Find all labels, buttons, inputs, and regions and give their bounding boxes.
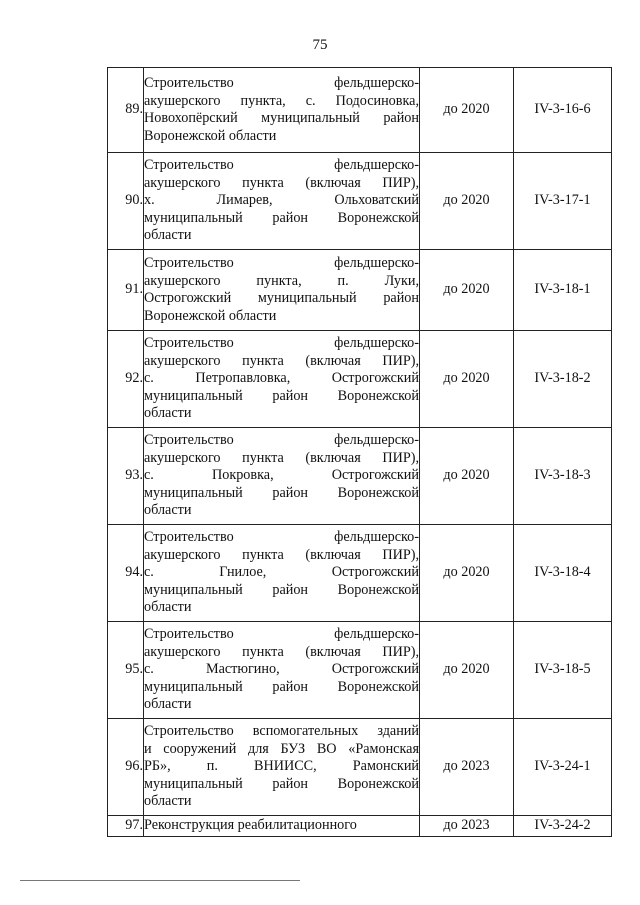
completion-term: до 2020: [420, 428, 514, 525]
object-code: IV-3-18-3: [514, 428, 612, 525]
object-description: [144, 816, 420, 837]
description-line: Воронежской области: [144, 307, 277, 324]
description-line: с. Мастюгино, Острогожский: [144, 661, 419, 678]
description-line: Острогожский муниципальный район: [144, 290, 419, 306]
description-line: муниципальный район Воронежской: [144, 581, 419, 598]
object-code: IV-3-24-1: [514, 719, 612, 816]
object-code: IV-3-17-1: [514, 153, 612, 250]
object-code: IV-3-18-2: [514, 331, 612, 428]
completion-term: до 2020: [420, 153, 514, 250]
description-line: области: [144, 502, 192, 519]
description-line: Строительство фельдшерско-: [144, 335, 419, 352]
table-row: [108, 816, 612, 837]
description-line: Строительство фельдшерско-: [144, 626, 419, 643]
object-description: [144, 428, 420, 525]
description-line: и сооружений для БУЗ ВО «Рамонская: [144, 740, 419, 757]
table-row: [108, 525, 612, 622]
description-line: муниципальный район Воронежской: [144, 678, 419, 695]
description-line: муниципальный район Воронежской: [144, 209, 419, 226]
description-line: Строительство вспомогательных зданий: [144, 723, 419, 740]
description-line: акушерского пункта (включая ПИР),: [144, 352, 419, 369]
table-row: [108, 68, 612, 153]
completion-term: до 2020: [420, 250, 514, 331]
description-line: РБ», п. ВНИИСС, Рамонский: [144, 758, 419, 775]
description-line: акушерского пункта (включая ПИР),: [144, 449, 419, 466]
description-line: Новохопёрский муниципальный район: [144, 110, 419, 126]
document-table: [107, 67, 612, 837]
description-line: области: [144, 793, 192, 810]
object-code: IV-3-18-1: [514, 250, 612, 331]
object-description: [144, 622, 420, 719]
object-code: IV-3-18-4: [514, 525, 612, 622]
object-description: [144, 153, 420, 250]
row-number: 92.: [108, 331, 144, 428]
object-description: [144, 250, 420, 331]
description-line: области: [144, 227, 192, 244]
description-line: с. Покровка, Острогожский: [144, 467, 419, 484]
description-line: муниципальный район Воронежской: [144, 775, 419, 792]
row-number: 90.: [108, 153, 144, 250]
table-row: [108, 250, 612, 331]
page-number: 75: [312, 37, 328, 53]
footer-divider: [20, 880, 300, 881]
description-line: акушерского пункта (включая ПИР),: [144, 546, 419, 563]
row-number: 91.: [108, 250, 144, 331]
description-line: области: [144, 599, 192, 616]
description-line: Строительство фельдшерско-: [144, 529, 419, 546]
object-description: [144, 331, 420, 428]
table-row: [108, 719, 612, 816]
completion-term: до 2023: [420, 719, 514, 816]
description-line: акушерского пункта, п. Луки,: [144, 272, 419, 289]
description-line: с. Гнилое, Острогожский: [144, 564, 419, 581]
row-number: 93.: [108, 428, 144, 525]
row-number: 94.: [108, 525, 144, 622]
table-row: [108, 622, 612, 719]
table-body: [108, 68, 612, 837]
completion-term: до 2020: [420, 622, 514, 719]
table-row: [108, 153, 612, 250]
description-line: Строительство фельдшерско-: [144, 432, 419, 449]
description-line: области: [144, 696, 192, 713]
description-line: Строительство фельдшерско-: [144, 255, 419, 271]
row-number: 97.: [108, 816, 144, 837]
row-number: 89.: [108, 68, 144, 153]
completion-term: до 2020: [420, 331, 514, 428]
completion-term: до 2020: [420, 525, 514, 622]
object-code: IV-3-18-5: [514, 622, 612, 719]
description-line: муниципальный район Воронежской: [144, 484, 419, 501]
description-line: Реконструкция реабилитационного: [144, 817, 357, 834]
object-description: [144, 68, 420, 153]
completion-term: до 2023: [420, 816, 514, 837]
description-line: с. Петропавловка, Острогожский: [144, 370, 419, 387]
table-row: [108, 428, 612, 525]
object-description: [144, 719, 420, 816]
description-line: акушерского пункта (включая ПИР),: [144, 174, 419, 191]
object-code: IV-3-24-2: [514, 816, 612, 837]
object-description: [144, 525, 420, 622]
description-line: Строительство фельдшерско-: [144, 75, 419, 91]
completion-term: до 2020: [420, 68, 514, 153]
description-line: области: [144, 405, 192, 422]
row-number: 95.: [108, 622, 144, 719]
description-line: акушерского пункта (включая ПИР),: [144, 643, 419, 660]
description-line: акушерского пункта, с. Подосиновка,: [144, 92, 419, 109]
description-line: муниципальный район Воронежской: [144, 387, 419, 404]
description-line: Строительство фельдшерско-: [144, 157, 419, 174]
table-row: [108, 331, 612, 428]
row-number: 96.: [108, 719, 144, 816]
object-code: IV-3-16-6: [514, 68, 612, 153]
description-line: Воронежской области: [144, 127, 277, 144]
description-line: х. Лимарев, Ольховатский: [144, 192, 419, 209]
